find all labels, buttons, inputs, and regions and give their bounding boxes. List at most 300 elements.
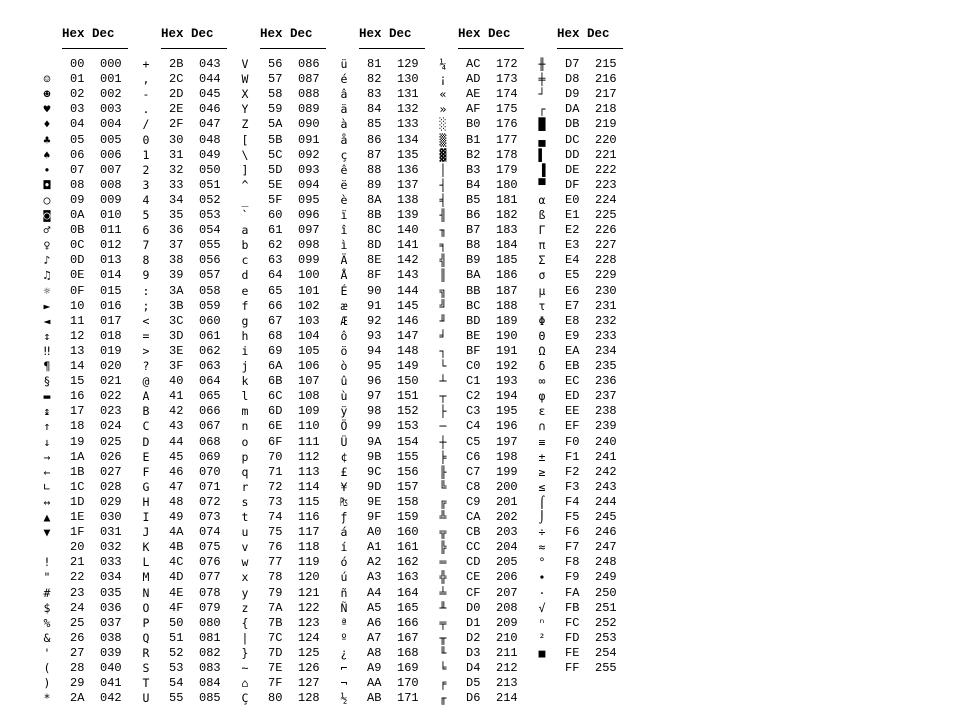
dec-value: 166 xyxy=(397,615,419,630)
dec-value: 243 xyxy=(595,479,617,494)
char-glyph: > xyxy=(142,343,150,358)
dec-value: 006 xyxy=(100,147,122,162)
column-header xyxy=(359,27,425,41)
char-glyph: G xyxy=(142,479,150,494)
hex-value: 53 xyxy=(169,661,184,675)
hex-value: 39 xyxy=(169,268,184,283)
hex-value: C2 xyxy=(466,389,481,404)
char-glyph: k xyxy=(241,374,249,389)
hex-value: 66 xyxy=(268,298,283,313)
char-glyph: δ xyxy=(538,359,546,373)
hex-value: 84 xyxy=(367,102,382,117)
dec-value: 118 xyxy=(298,540,320,555)
char-glyph: ▐ xyxy=(538,162,546,177)
dec-value: 212 xyxy=(496,661,518,675)
hex-value: A6 xyxy=(367,615,382,630)
hex-value: B6 xyxy=(466,208,481,222)
dec-value: 205 xyxy=(496,555,518,570)
hex-value: 68 xyxy=(268,328,283,343)
hex-value: 62 xyxy=(268,238,283,253)
dec-value: 101 xyxy=(298,283,320,298)
hex-value: C5 xyxy=(466,434,481,449)
char-glyph: ç xyxy=(340,147,348,162)
hex-value: E4 xyxy=(565,253,580,268)
char-glyph: Ä xyxy=(340,253,348,268)
dec-value: 251 xyxy=(595,600,617,615)
char-glyph: S xyxy=(142,661,150,675)
char-glyph: ┐ xyxy=(439,343,447,358)
hex-value: 6F xyxy=(268,434,283,449)
dec-value: 020 xyxy=(100,359,122,373)
char-glyph: x xyxy=(241,570,249,585)
char-glyph: h xyxy=(241,328,249,343)
char-glyph: « xyxy=(439,87,447,102)
hex-value: 21 xyxy=(70,555,85,570)
dec-value: 057 xyxy=(199,268,221,283)
dec-value: 242 xyxy=(595,464,617,479)
char-glyph: j xyxy=(241,359,249,373)
char-glyph: ♀ xyxy=(43,238,51,253)
char-glyph: 7 xyxy=(142,238,150,253)
column-header xyxy=(458,27,524,41)
hex-value: 26 xyxy=(70,630,85,645)
hex-value: A3 xyxy=(367,570,382,585)
char-glyph: φ xyxy=(538,389,546,404)
dec-value: 037 xyxy=(100,615,122,630)
hex-value: 42 xyxy=(169,404,184,419)
char-glyph: █ xyxy=(538,117,546,132)
dec-value: 014 xyxy=(100,268,122,283)
hex-value: 9F xyxy=(367,510,382,524)
dec-value: 061 xyxy=(199,328,221,343)
hex-value: F0 xyxy=(565,434,580,449)
dec-value: 222 xyxy=(595,162,617,177)
dec-value: 247 xyxy=(595,540,617,555)
dec-value: 093 xyxy=(298,162,320,177)
char-glyph: R xyxy=(142,645,150,660)
hex-value: 29 xyxy=(70,676,85,691)
char-glyph: Y xyxy=(241,102,249,117)
hex-value: 4D xyxy=(169,570,184,585)
hex-value: 30 xyxy=(169,132,184,147)
dec-value: 179 xyxy=(496,162,518,177)
dec-value: 085 xyxy=(199,691,221,706)
dec-value: 035 xyxy=(100,585,122,600)
char-glyph: ■ xyxy=(538,645,546,660)
hex-value: A1 xyxy=(367,540,382,555)
dec-value: 248 xyxy=(595,555,617,570)
char-glyph: P xyxy=(142,615,150,630)
hex-value: 45 xyxy=(169,449,184,464)
char-glyph: ☺ xyxy=(43,72,51,87)
char-glyph: T xyxy=(142,676,150,691)
hex-value: C7 xyxy=(466,464,481,479)
dec-header-label: Dec xyxy=(389,27,412,41)
column-header xyxy=(161,27,227,41)
hex-value: 69 xyxy=(268,343,283,358)
dec-value: 220 xyxy=(595,132,617,147)
dec-value: 150 xyxy=(397,374,419,389)
hex-value: 73 xyxy=(268,494,283,509)
dec-value: 182 xyxy=(496,208,518,222)
char-glyph: ╟ xyxy=(439,464,447,479)
dec-value: 036 xyxy=(100,600,122,615)
hex-value: C6 xyxy=(466,449,481,464)
dec-value: 092 xyxy=(298,147,320,162)
char-glyph: 5 xyxy=(142,208,150,222)
char-glyph: ú xyxy=(340,570,348,585)
char-glyph: ☼ xyxy=(43,283,51,298)
dec-value: 143 xyxy=(397,268,419,283)
dec-value: 088 xyxy=(298,87,320,102)
char-glyph: ╙ xyxy=(439,645,447,660)
char-glyph: ┤ xyxy=(439,177,447,192)
char-glyph: ° xyxy=(538,555,546,570)
hex-value: C8 xyxy=(466,479,481,494)
dec-value: 025 xyxy=(100,434,122,449)
hex-value: 5B xyxy=(268,132,283,147)
hex-value: 2E xyxy=(169,102,184,117)
dec-value: 120 xyxy=(298,570,320,585)
dec-value: 121 xyxy=(298,585,320,600)
hex-header-label: Hex xyxy=(62,27,85,41)
hex-value: 2C xyxy=(169,72,184,87)
hex-value: 05 xyxy=(70,132,85,147)
column-header xyxy=(260,27,326,41)
hex-value: 99 xyxy=(367,419,382,434)
hex-value: 14 xyxy=(70,359,85,373)
hex-value: 9D xyxy=(367,479,382,494)
char-glyph: ♂ xyxy=(43,223,51,238)
dec-value: 016 xyxy=(100,298,122,313)
char-glyph: B xyxy=(142,404,150,419)
dec-value: 003 xyxy=(100,102,122,117)
hex-value: 7A xyxy=(268,600,283,615)
dec-value: 089 xyxy=(298,102,320,117)
dec-value: 047 xyxy=(199,117,221,132)
hex-value: BB xyxy=(466,283,481,298)
hex-value: F3 xyxy=(565,479,580,494)
hex-value: 6E xyxy=(268,419,283,434)
hex-value: 38 xyxy=(169,253,184,268)
dec-value: 146 xyxy=(397,313,419,328)
char-glyph: Å xyxy=(340,268,348,283)
dec-value: 161 xyxy=(397,540,419,555)
dec-value: 042 xyxy=(100,691,122,706)
dec-value: 181 xyxy=(496,192,518,207)
char-glyph: $ xyxy=(43,600,51,615)
char-glyph: ╓ xyxy=(439,691,447,706)
header-divider xyxy=(62,48,128,49)
hex-value: 33 xyxy=(169,177,184,192)
dec-value: 008 xyxy=(100,177,122,192)
char-glyph: 8 xyxy=(142,253,150,268)
char-glyph: O xyxy=(142,600,150,615)
hex-value: 72 xyxy=(268,479,283,494)
char-glyph: ▌ xyxy=(538,147,546,162)
char-glyph: ╝ xyxy=(439,298,447,313)
dec-value: 077 xyxy=(199,570,221,585)
hex-value: 08 xyxy=(70,177,85,192)
char-glyph: m xyxy=(241,404,249,419)
dec-value: 172 xyxy=(496,57,518,71)
char-glyph: ) xyxy=(43,676,51,691)
char-glyph: ¥ xyxy=(340,479,348,494)
char-glyph: ⌠ xyxy=(538,494,546,509)
char-glyph: ⌂ xyxy=(241,676,249,691)
hex-value: EC xyxy=(565,374,580,389)
char-glyph: ¢ xyxy=(340,449,348,464)
char-glyph: ≈ xyxy=(538,540,546,555)
dec-value: 122 xyxy=(298,600,320,615)
hex-value: 59 xyxy=(268,102,283,117)
char-glyph: ⁿ xyxy=(538,615,546,630)
dec-value: 250 xyxy=(595,585,617,600)
dec-value: 132 xyxy=(397,102,419,117)
char-glyph: · xyxy=(538,585,546,600)
hex-value: 55 xyxy=(169,691,184,706)
char-glyph: U xyxy=(142,691,150,706)
char-glyph: ♠ xyxy=(43,147,51,162)
dec-value: 019 xyxy=(100,343,122,358)
char-glyph: # xyxy=(43,585,51,600)
hex-value: 58 xyxy=(268,87,283,102)
char-glyph: V xyxy=(241,57,249,71)
dec-value: 246 xyxy=(595,525,617,540)
header-divider xyxy=(260,48,326,49)
dec-value: 252 xyxy=(595,615,617,630)
hex-value: FC xyxy=(565,615,580,630)
dec-value: 240 xyxy=(595,434,617,449)
char-glyph: b xyxy=(241,238,249,253)
char-glyph: ¿ xyxy=(340,645,348,660)
char-glyph: ¡ xyxy=(439,72,447,87)
char-glyph: å xyxy=(340,132,348,147)
hex-value: FA xyxy=(565,585,580,600)
hex-value: 1E xyxy=(70,510,85,524)
dec-header-label: Dec xyxy=(92,27,115,41)
hex-value: CB xyxy=(466,525,481,540)
char-glyph: ü xyxy=(340,57,348,71)
char-glyph: f xyxy=(241,298,249,313)
dec-value: 173 xyxy=(496,72,518,87)
char-glyph: X xyxy=(241,87,249,102)
char-glyph: ë xyxy=(340,177,348,192)
char-glyph: % xyxy=(43,615,51,630)
hex-value: CF xyxy=(466,585,481,600)
hex-value: E3 xyxy=(565,238,580,253)
char-glyph: Z xyxy=(241,117,249,132)
char-glyph: ╩ xyxy=(439,510,447,524)
hex-value: EB xyxy=(565,359,580,373)
char-glyph: ╒ xyxy=(439,676,447,691)
dec-value: 038 xyxy=(100,630,122,645)
char-glyph: ` xyxy=(241,208,249,222)
hex-value: B8 xyxy=(466,238,481,253)
char-glyph: ⌡ xyxy=(538,510,546,524)
char-glyph: ÷ xyxy=(538,525,546,540)
dec-value: 062 xyxy=(199,343,221,358)
hex-value: 8B xyxy=(367,208,382,222)
dec-value: 095 xyxy=(298,192,320,207)
char-glyph: ε xyxy=(538,404,546,419)
dec-value: 070 xyxy=(199,464,221,479)
hex-value: 44 xyxy=(169,434,184,449)
char-glyph: * xyxy=(43,691,51,706)
hex-value: 71 xyxy=(268,464,283,479)
char-glyph: ( xyxy=(43,661,51,675)
char-glyph: r xyxy=(241,479,249,494)
char-glyph: ± xyxy=(538,449,546,464)
char-glyph: W xyxy=(241,72,249,87)
dec-value: 106 xyxy=(298,359,320,373)
dec-value: 190 xyxy=(496,328,518,343)
char-glyph: ▀ xyxy=(538,177,546,192)
dec-value: 119 xyxy=(298,555,320,570)
char-glyph: y xyxy=(241,585,249,600)
char-glyph: ↔ xyxy=(43,494,51,509)
char-glyph xyxy=(40,540,54,555)
hex-value: F8 xyxy=(565,555,580,570)
char-glyph: Σ xyxy=(538,253,546,268)
hex-value: 3B xyxy=(169,298,184,313)
char-glyph: └ xyxy=(439,359,447,373)
char-glyph: ? xyxy=(142,359,150,373)
hex-value: C1 xyxy=(466,374,481,389)
hex-value: 35 xyxy=(169,208,184,222)
dec-value: 033 xyxy=(100,555,122,570)
hex-value: 6D xyxy=(268,404,283,419)
hex-value: 0F xyxy=(70,283,85,298)
hex-value: 79 xyxy=(268,585,283,600)
hex-header-label: Hex xyxy=(557,27,580,41)
char-glyph: ₧ xyxy=(340,494,348,509)
dec-value: 169 xyxy=(397,661,419,675)
hex-value: 7D xyxy=(268,645,283,660)
hex-value: 3C xyxy=(169,313,184,328)
dec-value: 149 xyxy=(397,359,419,373)
char-glyph: ╢ xyxy=(439,208,447,222)
dec-value: 059 xyxy=(199,298,221,313)
hex-value: 7E xyxy=(268,661,283,675)
hex-value: C0 xyxy=(466,359,481,373)
dec-value: 215 xyxy=(595,57,617,71)
hex-value: DE xyxy=(565,162,580,177)
dec-value: 018 xyxy=(100,328,122,343)
hex-value: 61 xyxy=(268,223,283,238)
char-glyph: ì xyxy=(340,238,348,253)
dec-value: 050 xyxy=(199,162,221,177)
char-glyph: A xyxy=(142,389,150,404)
char-glyph: = xyxy=(142,328,150,343)
hex-value: 1A xyxy=(70,449,85,464)
hex-value: C9 xyxy=(466,494,481,509)
char-glyph: 4 xyxy=(142,192,150,207)
hex-value: 86 xyxy=(367,132,382,147)
hex-value: 67 xyxy=(268,313,283,328)
char-glyph: ÿ xyxy=(340,404,348,419)
dec-value: 164 xyxy=(397,585,419,600)
dec-value: 151 xyxy=(397,389,419,404)
char-glyph: ◙ xyxy=(43,208,51,222)
dec-value: 049 xyxy=(199,147,221,162)
char-glyph: α xyxy=(538,192,546,207)
dec-value: 107 xyxy=(298,374,320,389)
dec-value: 198 xyxy=(496,449,518,464)
dec-value: 206 xyxy=(496,570,518,585)
char-glyph: │ xyxy=(439,162,447,177)
dec-value: 100 xyxy=(298,268,320,283)
dec-value: 117 xyxy=(298,525,320,540)
dec-value: 255 xyxy=(595,661,617,675)
hex-value: A4 xyxy=(367,585,382,600)
hex-value: 7F xyxy=(268,676,283,691)
dec-value: 175 xyxy=(496,102,518,117)
dec-value: 218 xyxy=(595,102,617,117)
dec-value: 153 xyxy=(397,419,419,434)
dec-value: 195 xyxy=(496,404,518,419)
dec-value: 097 xyxy=(298,223,320,238)
dec-value: 204 xyxy=(496,540,518,555)
hex-value: BD xyxy=(466,313,481,328)
hex-value: EA xyxy=(565,343,580,358)
dec-value: 027 xyxy=(100,464,122,479)
dec-value: 232 xyxy=(595,313,617,328)
char-glyph: _ xyxy=(241,192,249,207)
dec-value: 187 xyxy=(496,283,518,298)
hex-value: D0 xyxy=(466,600,481,615)
dec-value: 110 xyxy=(298,419,320,434)
char-glyph: ¬ xyxy=(340,676,348,691)
dec-value: 183 xyxy=(496,223,518,238)
dec-value: 152 xyxy=(397,404,419,419)
dec-value: 045 xyxy=(199,87,221,102)
header-divider xyxy=(458,48,524,49)
hex-value: 1B xyxy=(70,464,85,479)
char-glyph: ┴ xyxy=(439,374,447,389)
dec-value: 078 xyxy=(199,585,221,600)
char-glyph: ╥ xyxy=(439,630,447,645)
hex-value: DC xyxy=(565,132,580,147)
hex-value: 76 xyxy=(268,540,283,555)
char-glyph: Ñ xyxy=(340,600,348,615)
hex-value: A0 xyxy=(367,525,382,540)
dec-value: 012 xyxy=(100,238,122,253)
dec-value: 112 xyxy=(298,449,320,464)
char-glyph: z xyxy=(241,600,249,615)
hex-value: A9 xyxy=(367,661,382,675)
dec-value: 133 xyxy=(397,117,419,132)
char-glyph: » xyxy=(439,102,447,117)
char-glyph: J xyxy=(142,525,150,540)
hex-value: 02 xyxy=(70,87,85,102)
char-glyph: : xyxy=(142,283,150,298)
dec-value: 225 xyxy=(595,208,617,222)
hex-value: 6A xyxy=(268,359,283,373)
dec-value: 090 xyxy=(298,117,320,132)
char-glyph: I xyxy=(142,510,150,524)
char-glyph: " xyxy=(43,570,51,585)
char-glyph: ╖ xyxy=(439,223,447,238)
hex-header-label: Hex xyxy=(260,27,283,41)
hex-value: B5 xyxy=(466,192,481,207)
dec-value: 249 xyxy=(595,570,617,585)
dec-value: 005 xyxy=(100,132,122,147)
char-glyph: ├ xyxy=(439,404,447,419)
hex-value: F6 xyxy=(565,525,580,540)
dec-value: 193 xyxy=(496,374,518,389)
hex-value: 09 xyxy=(70,192,85,207)
